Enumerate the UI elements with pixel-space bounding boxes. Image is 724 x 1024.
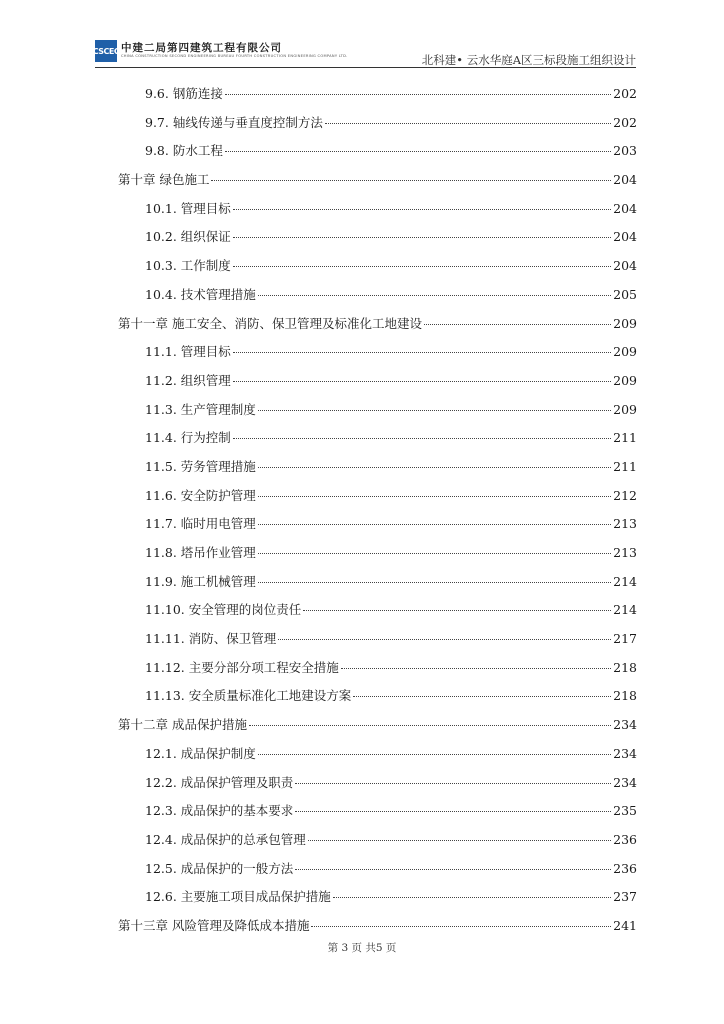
toc-section-entry[interactable] [118,371,637,400]
toc-section-entry[interactable] [118,514,637,543]
toc-leader-dots [258,467,611,468]
toc-section-entry[interactable] [118,457,637,486]
toc-leader-dots [233,237,611,238]
toc-entry-title: 9.8. 防水工程 [145,143,223,159]
toc-section-entry[interactable] [118,285,637,314]
toc-entry-title: 11.3. 生产管理制度 [145,401,256,417]
toc-entry-title: 12.1. 成品保护制度 [145,745,256,761]
toc-leader-dots [424,324,611,325]
toc-section-entry[interactable] [118,572,637,601]
toc-section-entry[interactable] [118,141,637,170]
toc-page-number: 203 [613,143,637,159]
toc-leader-dots [295,869,611,870]
toc-page-number: 204 [613,172,637,188]
toc-page-number: 209 [613,372,637,388]
toc-section-entry[interactable] [118,744,637,773]
toc-entry-title: 11.10. 安全管理的岗位责任 [145,602,302,618]
toc-page-number: 204 [613,258,637,274]
toc-entry-title: 11.1. 管理目标 [145,344,231,360]
toc-entry-title: 11.6. 安全防护管理 [145,487,256,503]
toc-leader-dots [278,639,611,640]
toc-page-number: 204 [613,200,637,216]
toc-section-entry[interactable] [118,658,637,687]
toc-entry-title: 11.12. 主要分部分项工程安全措施 [145,659,339,675]
toc-leader-dots [258,582,611,583]
toc-entry-title: 11.4. 行为控制 [145,430,231,446]
toc-section-entry[interactable] [118,342,637,371]
toc-section-entry[interactable] [118,830,637,859]
toc-entry-title: 12.3. 成品保护的基本要求 [145,803,294,819]
toc-page-number: 218 [613,688,637,704]
toc-entry-title: 12.4. 成品保护的总承包管理 [145,831,306,847]
toc-page-number: 204 [613,229,637,245]
toc-page-number: 211 [613,458,637,474]
toc-leader-dots [233,352,611,353]
toc-page-number: 218 [613,659,637,675]
toc-section-entry[interactable] [118,887,637,916]
table-of-contents [118,84,637,945]
toc-leader-dots [303,610,611,611]
page-footer [0,940,724,955]
toc-page-number: 209 [613,401,637,417]
toc-chapter-entry[interactable] [118,715,637,744]
toc-page-number: 213 [613,545,637,560]
toc-section-entry[interactable] [118,400,637,429]
toc-section-entry[interactable] [118,227,637,256]
toc-entry-title: 10.2. 组织保证 [145,229,231,245]
document-title: 北科建• 云水华庭A区三标段施工组织设计 [421,53,636,67]
toc-page-number: 214 [613,573,637,589]
toc-leader-dots [295,783,611,784]
toc-leader-dots [258,295,611,296]
toc-page-number: 202 [613,114,637,130]
toc-leader-dots [295,811,611,812]
toc-section-entry[interactable] [118,199,637,228]
toc-entry-title: 9.7. 轴线传递与垂直度控制方法 [145,114,323,130]
toc-section-entry[interactable] [118,113,637,142]
toc-leader-dots [249,725,611,726]
toc-entry-title: 9.6. 钢筋连接 [145,86,223,101]
toc-entry-title: 第十二章 成品保护措施 [118,717,247,733]
toc-page-number: 212 [613,487,637,503]
toc-leader-dots [233,209,611,210]
toc-entry-title: 11.2. 组织管理 [145,372,231,388]
toc-entry-title: 12.2. 成品保护管理及职责 [145,774,294,790]
toc-entry-title: 10.4. 技术管理措施 [145,286,256,302]
company-name-en: CHINA CONSTRUCTION SECOND ENGINEERING BUREAU FOURTH CONSTRUCTION ENGINEERING COMPANY LTD. [121,54,348,58]
page-indicator: 第 3 页 共5 页 [327,942,397,954]
toc-page-number: 211 [613,430,637,446]
toc-section-entry[interactable] [118,686,637,715]
toc-chapter-entry[interactable] [118,314,637,343]
toc-page-number: 234 [613,717,637,733]
toc-page-number: 213 [613,516,637,532]
toc-page-number: 236 [613,831,637,847]
company-logo [92,40,120,62]
toc-leader-dots [353,696,611,697]
toc-entry-title: 10.3. 工作制度 [145,258,231,274]
toc-leader-dots [333,897,611,898]
toc-section-entry[interactable] [118,600,637,629]
toc-chapter-entry[interactable] [118,170,637,199]
toc-entry-title: 10.1. 管理目标 [145,200,231,216]
toc-section-entry[interactable] [118,543,637,572]
logo-text: CSCEC [92,46,120,56]
toc-entry-title: 第十章 绿色施工 [118,172,210,188]
toc-page-number: 205 [613,286,637,302]
toc-page-number: 209 [613,315,637,331]
toc-leader-dots [258,410,611,411]
toc-leader-dots [225,94,611,95]
toc-entry-title: 11.11. 消防、保卫管理 [145,631,277,647]
toc-leader-dots [258,524,611,525]
toc-leader-dots [311,926,611,927]
toc-entry-title: 11.13. 安全质量标准化工地建设方案 [145,688,352,704]
toc-page-number: 217 [613,631,637,647]
toc-page-number: 209 [613,344,637,360]
toc-page-number: 235 [613,803,637,819]
toc-section-entry[interactable] [118,629,637,658]
toc-leader-dots [233,381,611,382]
toc-entry-title: 11.7. 临时用电管理 [145,516,256,532]
toc-page-number: 241 [613,917,637,933]
toc-page-number: 234 [613,745,637,761]
toc-leader-dots [258,496,611,497]
toc-section-entry[interactable] [118,428,637,457]
toc-section-entry[interactable] [118,859,637,888]
toc-page-number: 234 [613,774,637,790]
company-name: 中建二局第四建筑工程有限公司 [121,42,282,54]
toc-entry-title: 11.9. 施工机械管理 [145,573,256,589]
toc-section-entry[interactable] [118,256,637,285]
toc-entry-title: 12.6. 主要施工项目成品保护措施 [145,889,331,905]
toc-leader-dots [308,840,611,841]
toc-leader-dots [211,180,611,181]
toc-leader-dots [233,438,611,439]
toc-entry-title: 第十三章 风险管理及降低成本措施 [118,917,310,933]
toc-entry-title: 11.8. 塔吊作业管理 [145,545,256,560]
toc-leader-dots [258,553,611,554]
toc-leader-dots [258,754,611,755]
toc-entry-title: 12.5. 成品保护的一般方法 [145,860,294,876]
toc-leader-dots [233,266,611,267]
toc-leader-dots [225,151,611,152]
toc-section-entry[interactable] [118,801,637,830]
toc-leader-dots [341,668,611,669]
toc-section-entry[interactable] [118,773,637,802]
toc-page-number: 214 [613,602,637,618]
toc-page-number: 202 [613,86,637,101]
toc-page-number: 236 [613,860,637,876]
toc-section-entry[interactable] [118,84,637,113]
page-header [92,38,636,68]
toc-section-entry[interactable] [118,486,637,515]
header-divider [95,67,636,68]
toc-entry-title: 第十一章 施工安全、消防、保卫管理及标准化工地建设 [118,315,422,331]
toc-leader-dots [325,123,611,124]
toc-page-number: 237 [613,889,637,905]
toc-entry-title: 11.5. 劳务管理措施 [145,458,256,474]
